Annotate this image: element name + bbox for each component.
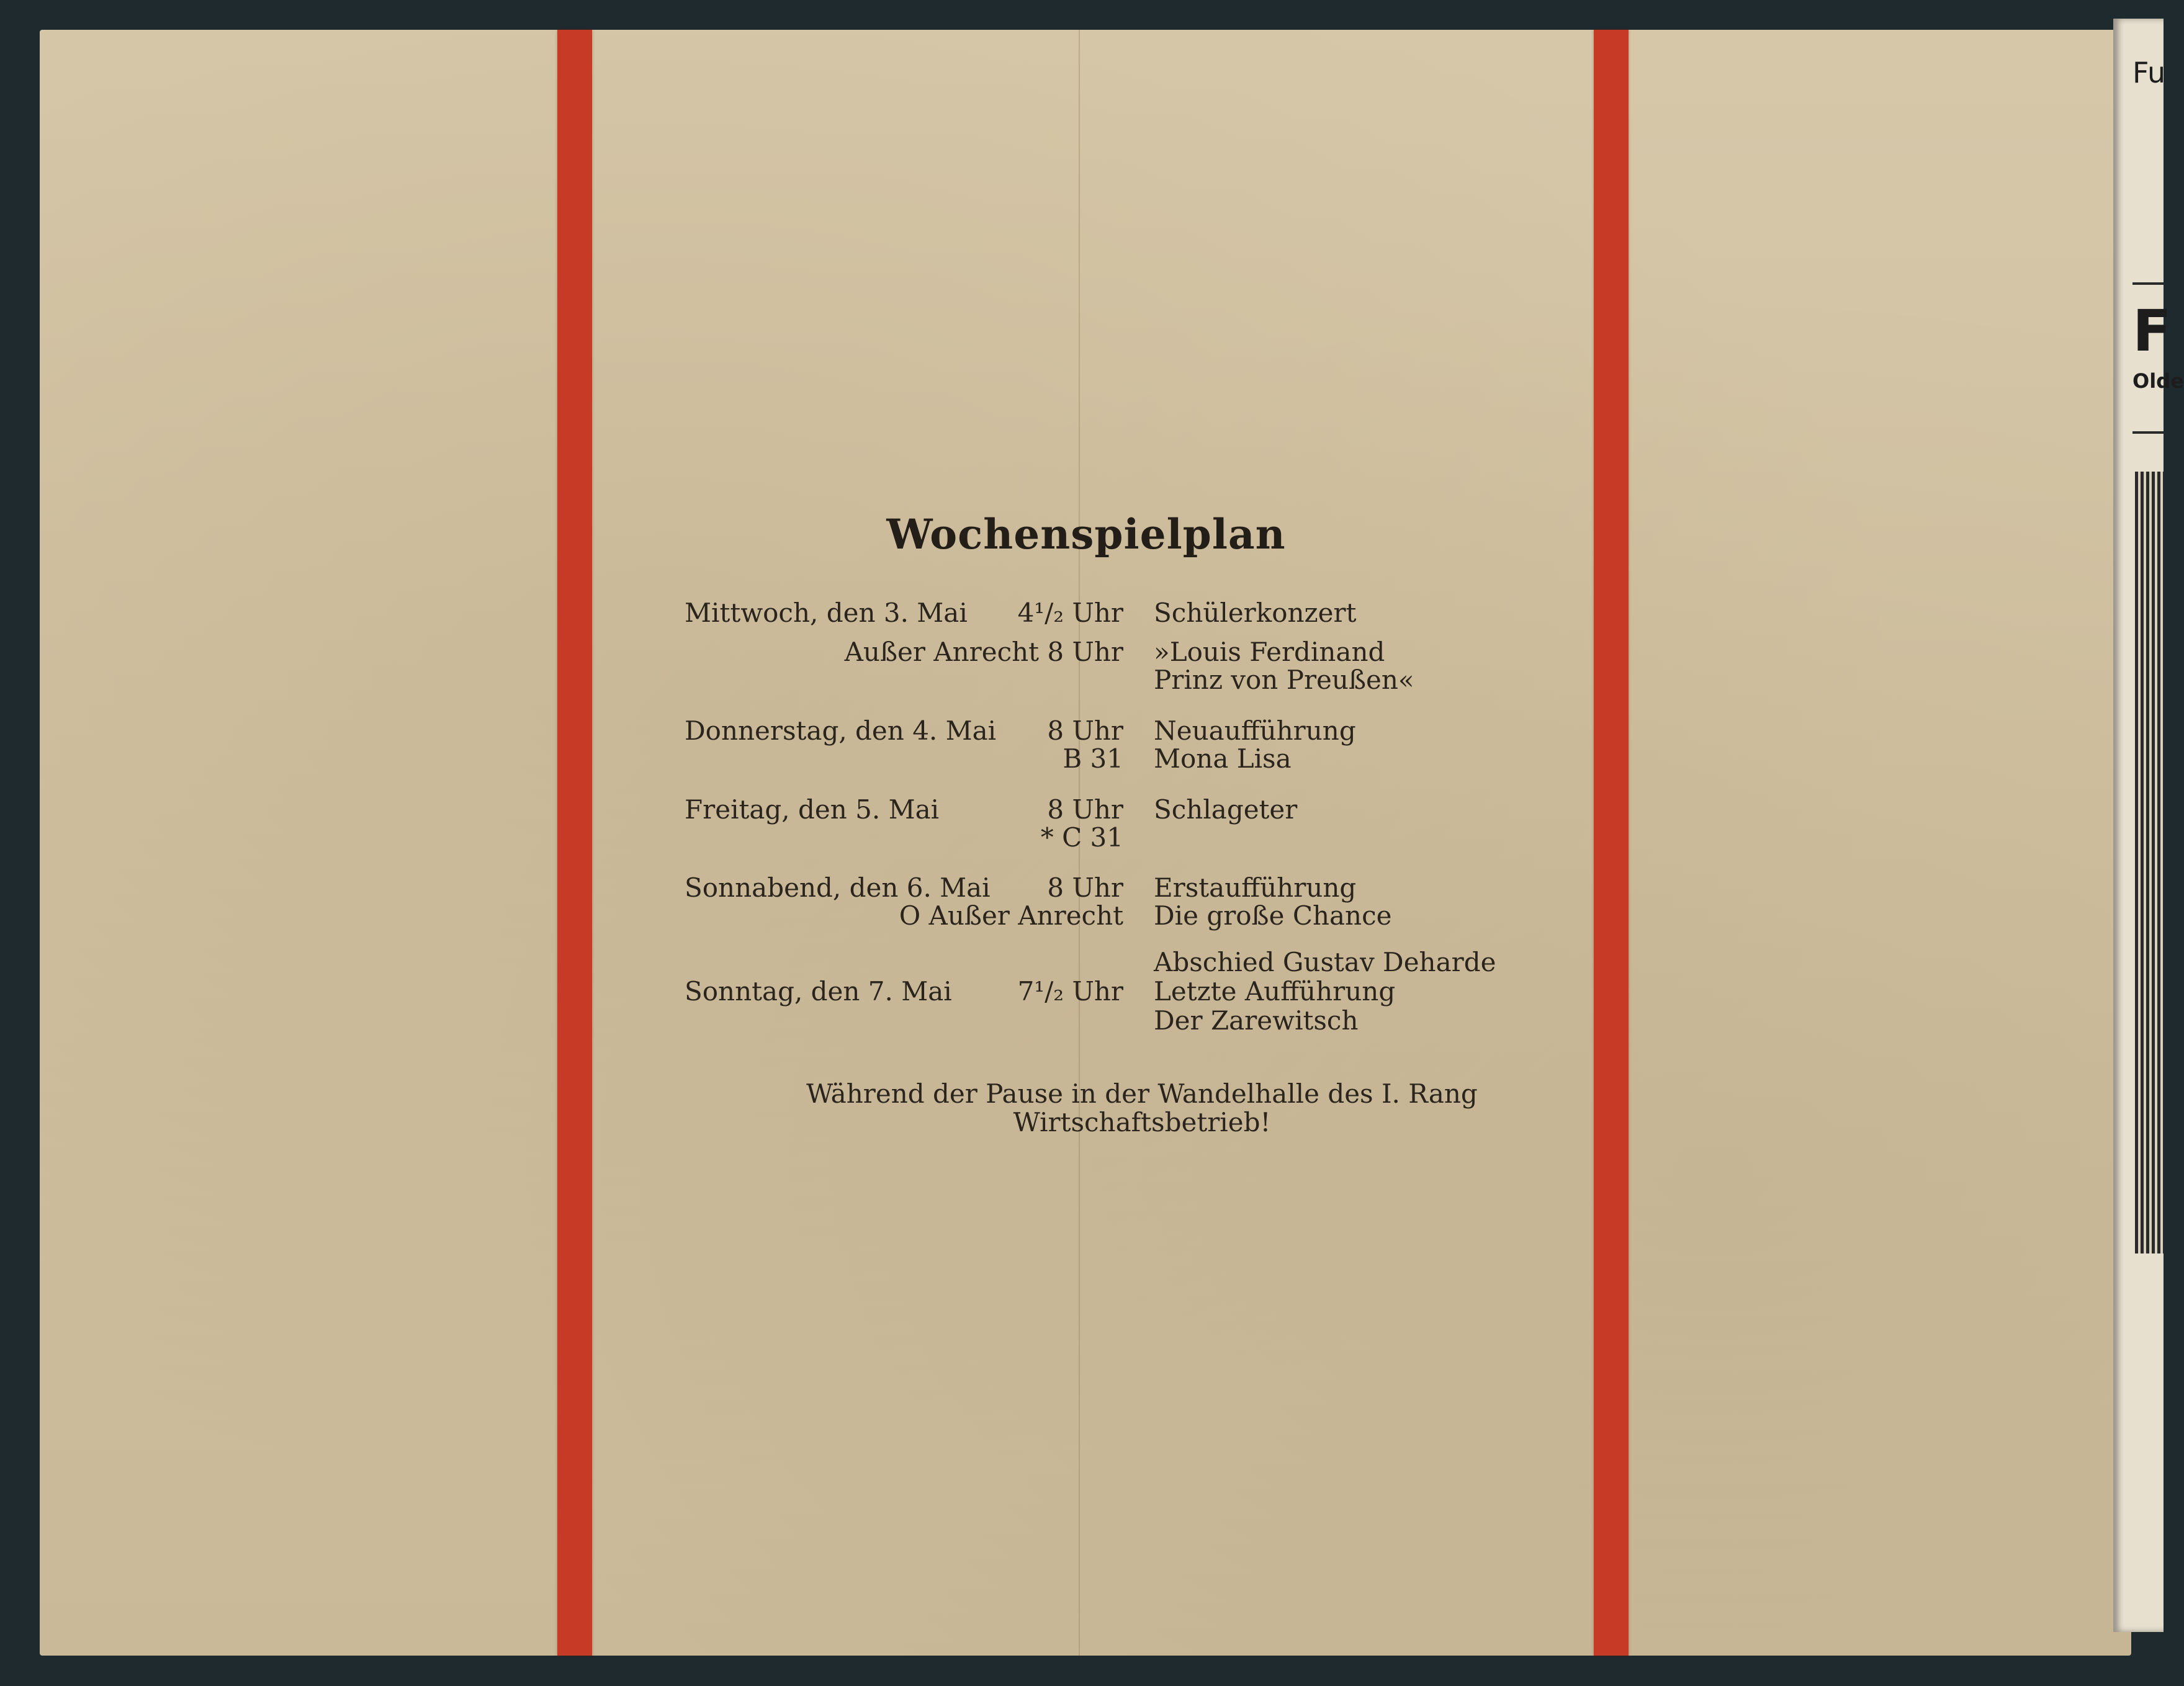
schedule-play: Mona Lisa <box>1154 743 1292 774</box>
schedule-time: 8 Uhr <box>1047 715 1123 746</box>
schedule-play: »Louis Ferdinand <box>1154 637 1385 667</box>
schedule-play: Letzte Aufführung <box>1154 976 1396 1007</box>
next-page-fragment-heading: F <box>2132 298 2172 364</box>
schedule-subscription: * C 31 <box>1040 822 1123 853</box>
schedule-time: 8 Uhr <box>1047 794 1123 825</box>
schedule-day: Sonntag, den 7. Mai <box>685 976 952 1007</box>
schedule-subscription: B 31 <box>1063 743 1123 774</box>
schedule-play: Der Zarewitsch <box>1154 1005 1359 1036</box>
schedule-play: Erstaufführung <box>1154 872 1357 903</box>
next-page-fragment-sub: Olde <box>2132 369 2184 393</box>
schedule-time: Außer Anrecht 8 Uhr <box>844 637 1123 667</box>
schedule-play: Abschied Gustav Deharde <box>1154 947 1496 977</box>
schedule-time: 4¹/₂ Uhr <box>1017 598 1123 628</box>
schedule-time: 7¹/₂ Uhr <box>1017 976 1123 1007</box>
schedule-day: Donnerstag, den 4. Mai <box>685 715 997 746</box>
schedule-day: Sonnabend, den 6. Mai <box>685 872 991 903</box>
schedule-time: 8 Uhr <box>1047 872 1123 903</box>
schedule-play: Neuaufführung <box>1154 715 1356 746</box>
footer-note: Wirtschaftsbetrieb! <box>1013 1107 1271 1137</box>
footer-note: Während der Pause in der Wandelhalle des I. Rang <box>806 1078 1478 1109</box>
schedule-play: Prinz von Preußen« <box>1154 665 1414 695</box>
schedule-day: Mittwoch, den 3. Mai <box>685 598 968 628</box>
schedule-play: Schülerkonzert <box>1154 598 1357 628</box>
schedule-play: Die große Chance <box>1154 900 1392 931</box>
schedule-play: Schlageter <box>1154 794 1298 825</box>
schedule-title: Wochenspielplan <box>886 510 1286 558</box>
schedule-day: Freitag, den 5. Mai <box>685 794 940 825</box>
next-page-fragment-top: Fu <box>2132 56 2166 89</box>
schedule-subscription: O Außer Anrecht <box>899 900 1123 931</box>
